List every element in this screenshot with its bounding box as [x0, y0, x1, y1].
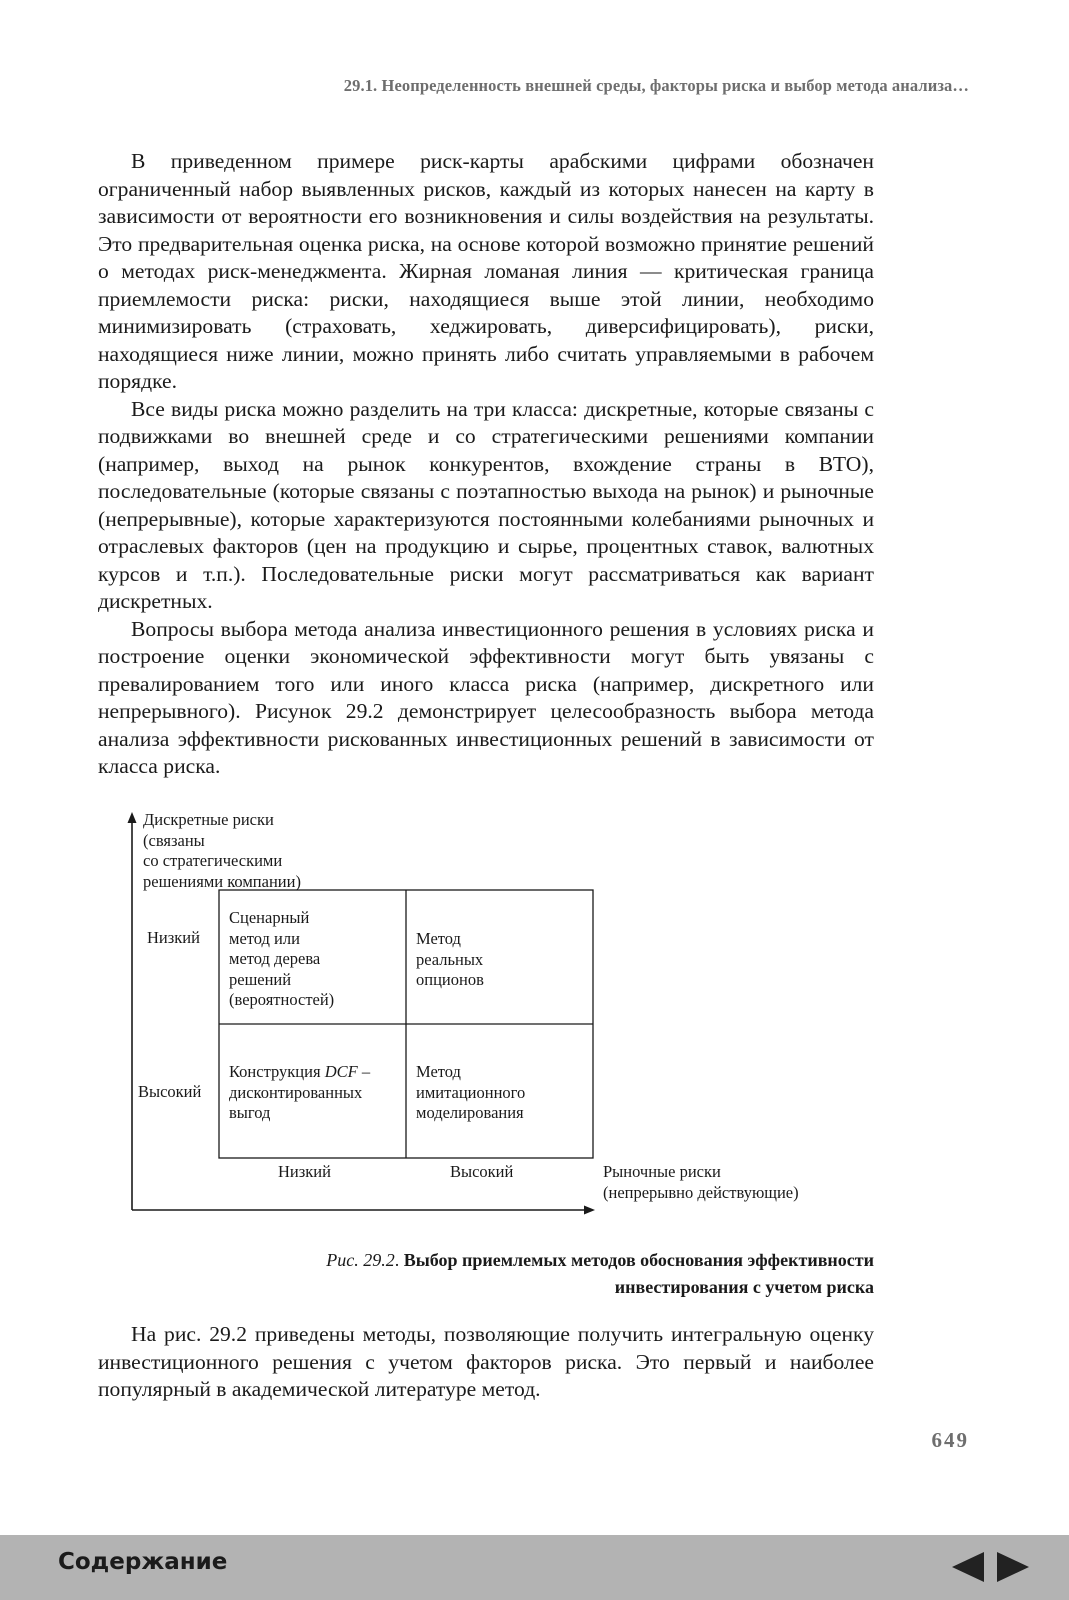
y-axis-arrow-icon: [128, 812, 137, 823]
column-label-low: Низкий: [278, 1162, 331, 1181]
cell-real-options: Метод реальных опционов: [416, 929, 484, 989]
column-label-high: Высокий: [450, 1162, 514, 1181]
x-axis-label: Рыночные риски (непрерывно действующие): [603, 1162, 799, 1202]
prev-page-button[interactable]: [951, 1551, 985, 1583]
running-head: 29.1. Неопределенность внешней среды, факторы риска и выбор метода анализа…: [343, 76, 969, 95]
triangle-right-icon: [997, 1552, 1029, 1582]
footer-nav-bar: [0, 1535, 1069, 1600]
x-axis-arrow-icon: [584, 1206, 595, 1215]
caption-title: Выбор приемлемых методов обоснования эффективности: [403, 1250, 874, 1270]
next-page-button[interactable]: [996, 1551, 1030, 1583]
contents-link[interactable]: Содержание: [58, 1549, 228, 1575]
cell-dcf: Конструкция DCF – дисконтированных выгод: [229, 1062, 371, 1122]
row-label-low: Низкий: [147, 928, 200, 947]
figure-caption: Рис. 29.2. Выбор приемлемых методов обоснования эффективности инвестирования с учетом риска: [160, 1247, 874, 1301]
paragraph: На рис. 29.2 приведены методы, позволяющие получить интегральную оценку инвестиционного решения с учетом факторов риска. Это первый и наиболее популярный в академической литературе метод.: [98, 1322, 874, 1401]
paragraph: В приведенном примере риск-карты арабскими цифрами обозначен ограниченный набор выявленных рисков, каждый из которых нанесен на карту в зависимости от вероятности его возникновения и силы воздействия на результаты. Это предварительная оценка риска, на основе которой возможно принятие решений о методах риск-менеджмента. Жирная ломаная линия — критическая граница приемлемости риска: риски, находящиеся выше этой линии, необходимо минимизировать (страховать, хеджировать, диверсифицировать), риски, находящиеся ниже линии, можно принять либо считать управляемыми в рабочем порядке.: [98, 149, 874, 393]
body-text-bottom: [98, 1321, 874, 1404]
y-axis-label: Дискретные риски (связаны со стратегическими решениями компании): [143, 810, 301, 891]
row-label-high: Высокий: [138, 1082, 202, 1101]
figure-risk-method-matrix: [125, 812, 855, 1232]
caption-title-line2: инвестирования с учетом риска: [614, 1277, 874, 1297]
triangle-left-icon: [952, 1552, 984, 1582]
body-text-top: [98, 148, 874, 781]
page-number: 649: [931, 1428, 969, 1452]
cell-simulation: Метод имитационного моделирования: [416, 1062, 526, 1122]
cell-scenario-method: Сценарный метод или метод дерева решений (вероятностей): [229, 908, 335, 1009]
paragraph: Все виды риска можно разделить на три класса: дискретные, которые связаны с подвижками во внешней среде и со стратегическими решениями компании (например, выход на рынок конкурентов, вхождение страны в ВТО), последовательные (которые связаны с поэтапностью выхода на рынок) и рыночные (непрерывные), которые характеризуются постоянными колебаниями рыночных и отраслевых факторов (цен на продукцию и сырье, процентных ставок, валютных курсов и т.п.). Последовательные риски могут рассматриваться как вариант дискретных.: [98, 396, 874, 613]
paragraph: Вопросы выбора метода анализа инвестиционного решения в условиях риска и построение оценки экономической эффективности могут быть увязаны с превалированием того или иного класса риска (например, дискретного или непрерывного). Рисунок 29.2 демонстрирует целесообразность выбора метода анализа эффективности рискованных инвестиционных решений в зависимости от класса риска.: [98, 616, 874, 778]
caption-number: Рис. 29.2: [326, 1250, 395, 1270]
